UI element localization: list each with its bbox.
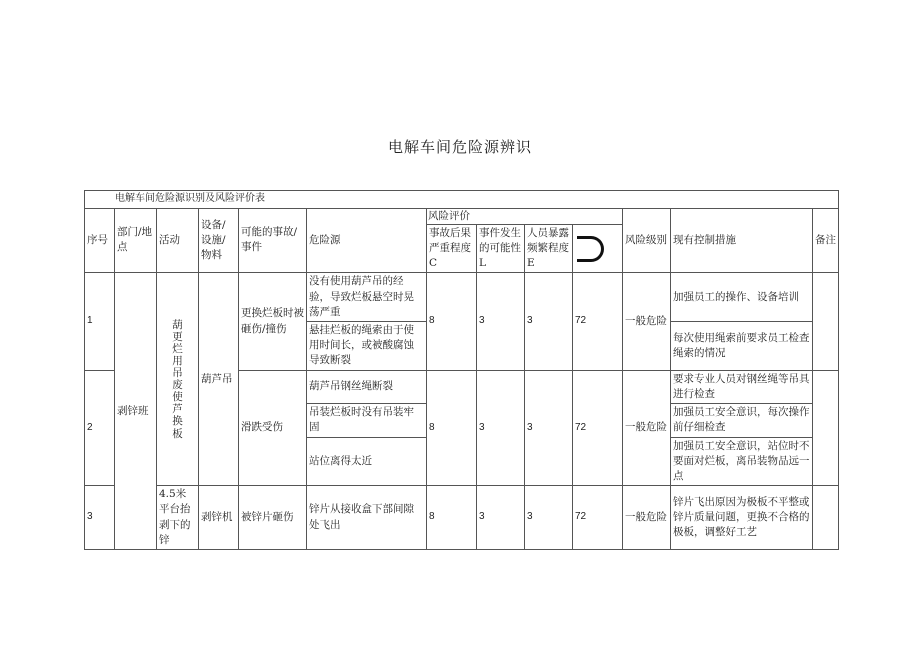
- row3-level: 一般危险: [623, 486, 671, 550]
- row2-level: 一般危险: [623, 370, 671, 486]
- row3-e: 3: [525, 486, 573, 550]
- row1-remarks: [813, 273, 839, 370]
- dept-cell: 剥锌班: [115, 273, 157, 550]
- header-d-value: [573, 224, 623, 273]
- hazard-risk-table: [84, 190, 839, 550]
- row1-hazard-1: 没有使用葫芦吊的经验，导致烂板悬空时晃荡严重: [307, 273, 427, 322]
- header-dept: 部门/地点: [115, 208, 157, 273]
- row1-seq: 1: [85, 273, 115, 370]
- header-seq: 序号: [85, 208, 115, 273]
- row1-l: 3: [477, 273, 525, 370]
- row1-hazard-2: 悬挂烂板的绳索由于使用时间长，或被酸腐蚀导致断裂: [307, 322, 427, 371]
- header-risk-eval: 风险评价: [427, 208, 623, 224]
- row1-level: 一般危险: [623, 273, 671, 370]
- row3-equipment: 剥锌机: [199, 486, 239, 550]
- header-remarks: 备注: [813, 208, 839, 273]
- row2-incident: 滑跌受伤: [239, 370, 307, 486]
- row3-l: 3: [477, 486, 525, 550]
- activity-cell-vertical: 葫 更 烂 用 吊 废 使 芦 换 板: [157, 273, 199, 486]
- row3-c: 8: [427, 486, 477, 550]
- oval-mark-icon: [577, 236, 604, 262]
- header-likelihood: 事件发生的可能性L: [477, 224, 525, 273]
- header-risk-level: 风险级别: [623, 208, 671, 273]
- row1-e: 3: [525, 273, 573, 370]
- header-activity: 活动: [157, 208, 199, 273]
- header-controls: 现有控制措施: [671, 208, 813, 273]
- document-title: 电解车间危险源辨识: [387, 138, 532, 156]
- header-exposure: 人员暴露频繁程度E: [525, 224, 573, 273]
- equipment-cell: 葫芦吊: [199, 273, 239, 486]
- row3-remarks: [813, 486, 839, 550]
- row3-activity: 4.5米平台抬剥下的锌: [157, 486, 199, 550]
- row2-l: 3: [477, 370, 525, 486]
- row2-hazard-1: 葫芦吊钢丝绳断裂: [307, 370, 427, 403]
- row3-seq: 3: [85, 486, 115, 550]
- row1-incident: 更换烂板时被砸伤/撞伤: [239, 273, 307, 370]
- row1-control-2: 每次使用绳索前要求员工检查绳索的情况: [671, 322, 813, 371]
- row2-hazard-2: 吊装烂板时没有吊装牢固: [307, 404, 427, 437]
- row2-c: 8: [427, 370, 477, 486]
- row3-hazard-1: 锌片从接收盒下部间隙处飞出: [307, 486, 427, 550]
- row3-incident: 被锌片砸伤: [239, 486, 307, 550]
- row2-seq: 2: [85, 370, 115, 486]
- row1-control-1: 加强员工的操作、设备培训: [671, 273, 813, 322]
- row2-control-1: 要求专业人员对钢丝绳等吊具进行检查: [671, 370, 813, 403]
- row1-d: 72: [573, 273, 623, 370]
- row2-hazard-3: 站位离得太近: [307, 437, 427, 486]
- header-equipment: 设备/设施/物料: [199, 208, 239, 273]
- row2-e: 3: [525, 370, 573, 486]
- header-incident: 可能的事故/事件: [239, 208, 307, 273]
- row1-c: 8: [427, 273, 477, 370]
- header-severity: 事故后果严重程度C: [427, 224, 477, 273]
- row2-control-2: 加强员工安全意识，每次操作前仔细检查: [671, 404, 813, 437]
- row3-control-1: 锌片飞出原因为极板不平整或锌片质量问题，更换不合格的极板，调整好工艺: [671, 486, 813, 550]
- row2-control-3: 加强员工安全意识，站位时不要面对烂板，离吊装物品远一点: [671, 437, 813, 486]
- row2-d: 72: [573, 370, 623, 486]
- row2-remarks: [813, 370, 839, 486]
- row3-d: 72: [573, 486, 623, 550]
- table-caption: 电解车间危险源识别及风险评价表: [85, 191, 839, 209]
- header-hazard: 危险源: [307, 208, 427, 273]
